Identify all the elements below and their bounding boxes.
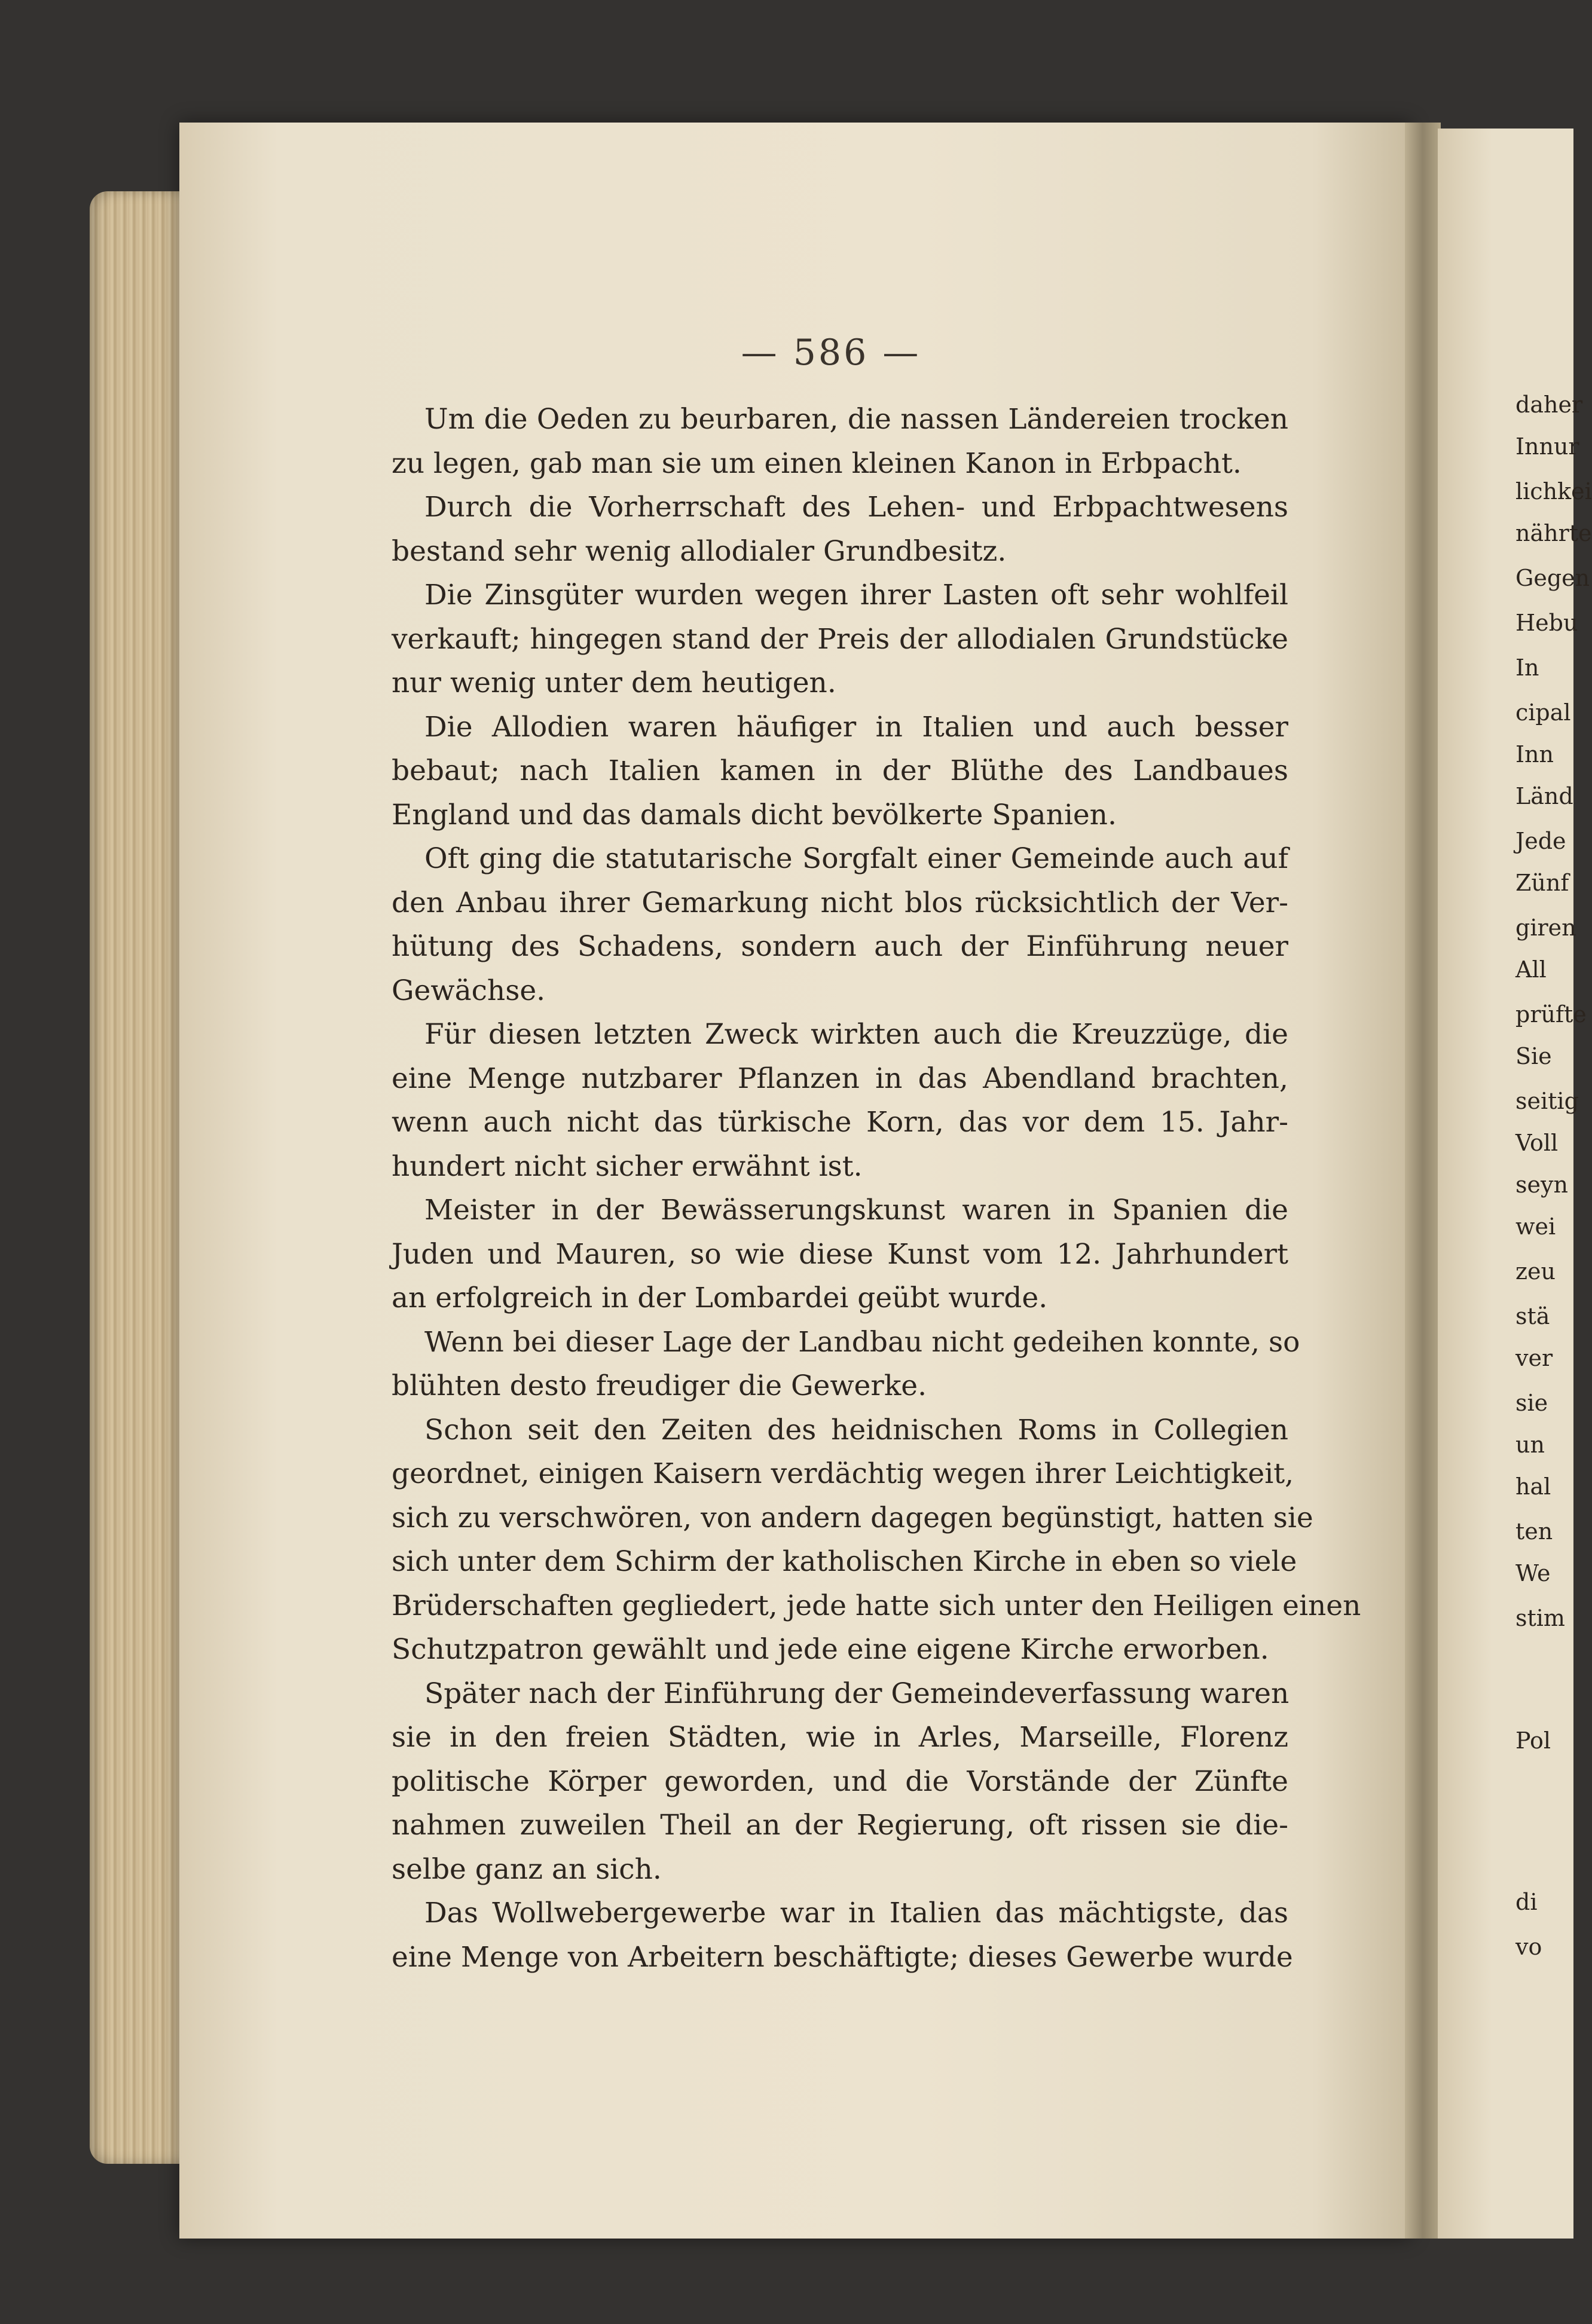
text-line: verkauft; hingegen stand der Preis der allodialen Grundstücke bbox=[392, 622, 1288, 656]
right-page-fragment: stä bbox=[1515, 1303, 1550, 1329]
right-page-fragment: Voll bbox=[1515, 1130, 1559, 1156]
right-page-fragment: sie bbox=[1515, 1390, 1548, 1416]
text-line: wenn auch nicht das türkische Korn, das vor dem 15. Jahr- bbox=[392, 1106, 1288, 1139]
right-page-fragment: Gegen bbox=[1515, 565, 1590, 591]
right-page-fragment: zeu bbox=[1515, 1258, 1556, 1285]
right-page-fragment: Sie bbox=[1515, 1043, 1552, 1069]
text-line: Die Zinsgüter wurden wegen ihrer Lasten oft sehr wohlfeil bbox=[424, 579, 1288, 611]
text-line: sich unter dem Schirm der katholischen Kirche in eben so viele bbox=[392, 1545, 1297, 1578]
text-line: Brüderschaften gegliedert, jede hatte sich unter den Heiligen einen bbox=[392, 1589, 1361, 1622]
text-line: Um die Oeden zu beurbaren, die nassen Ländereien trocken bbox=[424, 403, 1288, 436]
right-page-fragment: wei bbox=[1515, 1213, 1556, 1240]
right-page-fragment: hal bbox=[1515, 1473, 1551, 1500]
text-line: Meister in der Bewässerungskunst waren in Spanien die bbox=[424, 1194, 1288, 1227]
text-line: Wenn bei dieser Lage der Landbau nicht gedeihen konnte, so bbox=[424, 1325, 1300, 1359]
text-line: zu legen, gab man sie um einen kleinen Kanon in Erbpacht. bbox=[392, 447, 1242, 480]
right-page-fragment: nährte bbox=[1515, 520, 1592, 546]
text-line: Für diesen letzten Zweck wirkten auch die Kreuzzüge, die bbox=[424, 1018, 1288, 1051]
text-line: Oft ging die statutarische Sorgfalt einer Gemeinde auch auf bbox=[424, 842, 1288, 875]
right-page-fragment: Zünf bbox=[1515, 870, 1569, 896]
book-gutter bbox=[1405, 123, 1441, 2239]
text-line: den Anbau ihrer Gemarkung nicht blos rücksichtlich der Ver- bbox=[392, 886, 1288, 919]
right-page-fragment: stim bbox=[1515, 1605, 1565, 1631]
right-page-fragment: seyn bbox=[1515, 1172, 1568, 1198]
right-page-fragment: ver bbox=[1515, 1345, 1553, 1371]
text-line: Juden und Mauren, so wie diese Kunst vom 12. Jahrhundert bbox=[392, 1237, 1288, 1271]
right-page-fragment: Inn bbox=[1515, 741, 1554, 767]
right-page-fragment: Hebu bbox=[1515, 610, 1578, 636]
right-page-fragment: Pol bbox=[1515, 1727, 1551, 1754]
text-line: Durch die Vorherrschaft des Lehen- und Erbpachtwesens bbox=[424, 491, 1288, 524]
text-line: Gewächse. bbox=[392, 974, 546, 1007]
right-page-fragment: In bbox=[1515, 655, 1539, 681]
text-line: an erfolgreich in der Lombardei geübt wurde. bbox=[392, 1282, 1048, 1314]
right-page-fragment: prüfte bbox=[1515, 1001, 1587, 1028]
text-line: geordnet, einigen Kaisern verdächtig wegen ihrer Leichtigkeit, bbox=[392, 1457, 1294, 1490]
right-page-fragment: lichkei bbox=[1515, 478, 1592, 504]
text-line: eine Menge von Arbeitern beschäftigte; dieses Gewerbe wurde bbox=[392, 1940, 1293, 1974]
right-page-fragment: seitig bbox=[1515, 1088, 1579, 1114]
text-line: sie in den freien Städten, wie in Arles, Marseille, Florenz bbox=[392, 1721, 1288, 1754]
text-line: Die Allodien waren häufiger in Italien und auch besser bbox=[424, 710, 1288, 744]
right-page-fragment: cipal bbox=[1515, 699, 1571, 726]
right-page-fragment: giren bbox=[1515, 915, 1576, 941]
text-line: bebaut; nach Italien kamen in der Blüthe des Landbaues bbox=[392, 754, 1288, 787]
text-line: blühten desto freudiger die Gewerke. bbox=[392, 1369, 927, 1402]
right-page-fragment: All bbox=[1515, 956, 1547, 983]
right-page-fragment: Länd bbox=[1515, 783, 1573, 809]
right-page-fragment: vo bbox=[1515, 1934, 1542, 1960]
text-line: eine Menge nutzbarer Pflanzen in das Abendland brachten, bbox=[392, 1062, 1288, 1095]
text-line: politische Körper geworden, und die Vorstände der Zünfte bbox=[392, 1765, 1288, 1798]
right-page-fragment: We bbox=[1515, 1560, 1551, 1586]
right-page-fragment: ten bbox=[1515, 1518, 1553, 1545]
right-page-fragment: Jede bbox=[1515, 828, 1566, 854]
text-line: Später nach der Einführung der Gemeindeverfassung waren bbox=[424, 1677, 1290, 1710]
text-line: bestand sehr wenig allodialer Grundbesitz. bbox=[392, 534, 1007, 568]
text-line: Schutzpatron gewählt und jede eine eigene Kirche erworben. bbox=[392, 1633, 1269, 1666]
right-page-fragment: di bbox=[1515, 1889, 1538, 1915]
text-line: selbe ganz an sich. bbox=[392, 1852, 662, 1886]
right-page-fragment: daher bbox=[1515, 392, 1583, 418]
page-number: — 586 — bbox=[741, 332, 921, 374]
text-line: England und das damals dicht bevölkerte Spanien. bbox=[392, 798, 1117, 831]
body-text bbox=[392, 397, 1361, 1979]
text-line: nahmen zuweilen Theil an der Regierung, oft rissen sie die- bbox=[392, 1809, 1288, 1842]
text-line: Das Wollwebergewerbe war in Italien das mächtigste, das bbox=[424, 1897, 1288, 1929]
text-line: hütung des Schadens, sondern auch der Einführung neuer bbox=[392, 930, 1288, 963]
right-page-fragment: un bbox=[1515, 1432, 1545, 1458]
text-line: hundert nicht sicher erwähnt ist. bbox=[392, 1149, 863, 1183]
text-line: nur wenig unter dem heutigen. bbox=[392, 666, 836, 699]
right-page-fragment: Innur bbox=[1515, 433, 1579, 460]
text-line: Schon seit den Zeiten des heidnischen Roms in Collegien bbox=[424, 1413, 1288, 1447]
text-line: sich zu verschwören, von andern dagegen begünstigt, hatten sie bbox=[392, 1501, 1313, 1534]
